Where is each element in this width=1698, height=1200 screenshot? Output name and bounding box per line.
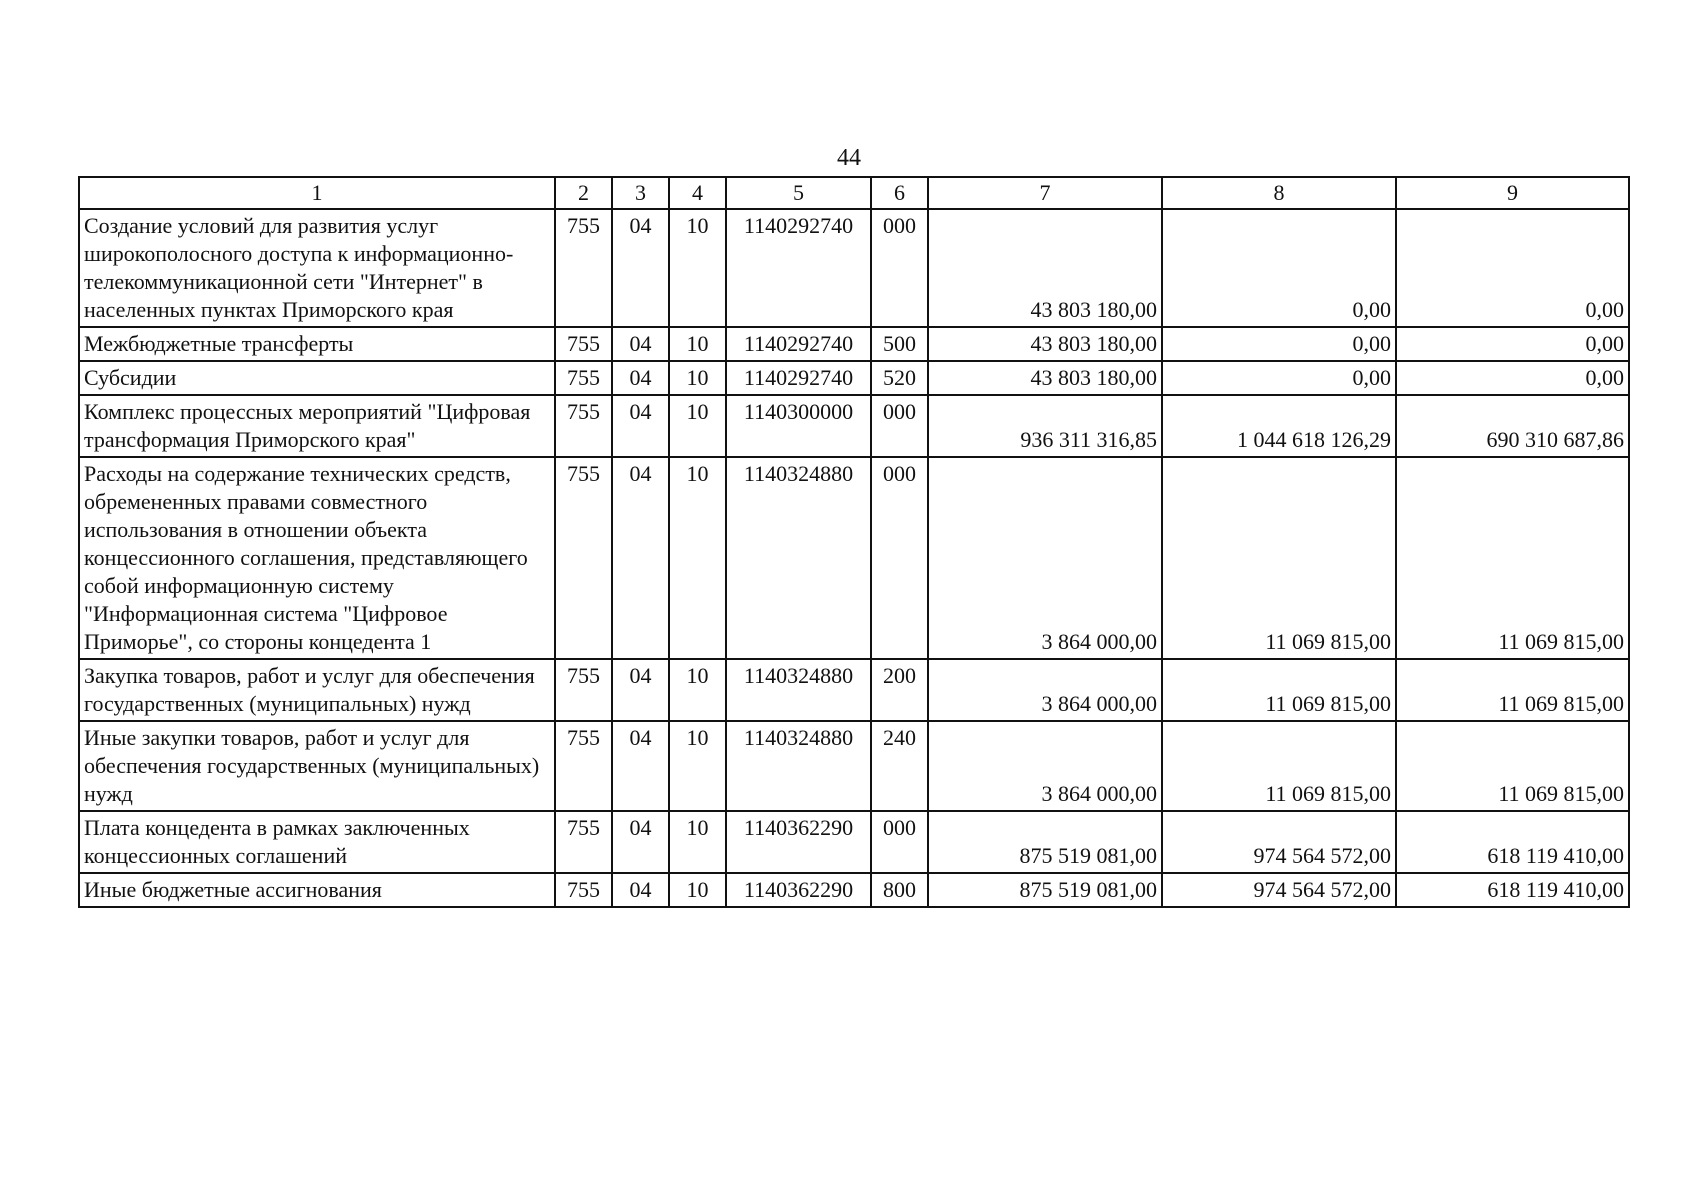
code-cell: 000	[871, 811, 928, 873]
code-cell: 1140362290	[726, 873, 871, 907]
code-cell: 10	[669, 395, 726, 457]
amount-cell: 0,00	[1162, 327, 1396, 361]
code-cell: 10	[669, 811, 726, 873]
table-row	[79, 721, 1629, 811]
code-cell: 755	[555, 395, 612, 457]
amount-cell: 0,00	[1396, 327, 1629, 361]
amount-cell: 1 044 618 126,29	[1162, 395, 1396, 457]
table-row	[79, 811, 1629, 873]
code-cell: 800	[871, 873, 928, 907]
code-cell: 755	[555, 659, 612, 721]
header-cell-3: 3	[612, 177, 669, 209]
table-row	[79, 873, 1629, 907]
code-cell: 10	[669, 209, 726, 327]
code-cell: 200	[871, 659, 928, 721]
code-cell: 04	[612, 209, 669, 327]
expense-name: Плата концедента в рамках заключенных концессионных соглашений	[79, 811, 555, 873]
code-cell: 1140362290	[726, 811, 871, 873]
amount-cell: 43 803 180,00	[928, 361, 1162, 395]
code-cell: 10	[669, 457, 726, 659]
amount-cell: 690 310 687,86	[1396, 395, 1629, 457]
code-cell: 1140324880	[726, 721, 871, 811]
table-row	[79, 395, 1629, 457]
code-cell: 755	[555, 873, 612, 907]
amount-cell: 3 864 000,00	[928, 457, 1162, 659]
table-row	[79, 209, 1629, 327]
expense-name: Закупка товаров, работ и услуг для обеспечения государственных (муниципальных) нужд	[79, 659, 555, 721]
code-cell: 755	[555, 457, 612, 659]
expense-name: Межбюджетные трансферты	[79, 327, 555, 361]
code-cell: 04	[612, 327, 669, 361]
header-cell-4: 4	[669, 177, 726, 209]
code-cell: 520	[871, 361, 928, 395]
header-cell-5: 5	[726, 177, 871, 209]
code-cell: 04	[612, 811, 669, 873]
amount-cell: 11 069 815,00	[1162, 659, 1396, 721]
code-cell: 10	[669, 721, 726, 811]
code-cell: 500	[871, 327, 928, 361]
amount-cell: 875 519 081,00	[928, 873, 1162, 907]
amount-cell: 11 069 815,00	[1396, 659, 1629, 721]
amount-cell: 11 069 815,00	[1162, 721, 1396, 811]
header-cell-9: 9	[1396, 177, 1629, 209]
amount-cell: 618 119 410,00	[1396, 811, 1629, 873]
code-cell: 755	[555, 811, 612, 873]
code-cell: 240	[871, 721, 928, 811]
code-cell: 1140292740	[726, 209, 871, 327]
table-row	[79, 361, 1629, 395]
header-cell-8: 8	[1162, 177, 1396, 209]
code-cell: 10	[669, 873, 726, 907]
expense-name: Создание условий для развития услуг широкополосного доступа к информационно-телекоммуникационной сети "Интернет" в населенных пунктах Приморского края	[79, 209, 555, 327]
amount-cell: 618 119 410,00	[1396, 873, 1629, 907]
header-row	[79, 177, 1629, 209]
code-cell: 04	[612, 457, 669, 659]
code-cell: 000	[871, 209, 928, 327]
code-cell: 04	[612, 395, 669, 457]
header-cell-7: 7	[928, 177, 1162, 209]
code-cell: 10	[669, 659, 726, 721]
table-row	[79, 659, 1629, 721]
amount-cell: 0,00	[1162, 209, 1396, 327]
amount-cell: 43 803 180,00	[928, 327, 1162, 361]
amount-cell: 11 069 815,00	[1396, 457, 1629, 659]
amount-cell: 974 564 572,00	[1162, 811, 1396, 873]
code-cell: 1140300000	[726, 395, 871, 457]
code-cell: 755	[555, 209, 612, 327]
expense-name: Расходы на содержание технических средств, обремененных правами совместного использования в отношении объекта концессионного соглашения, представляющего собой информационную систему "Информационная система "Цифровое Приморье", со стороны концедента 1	[79, 457, 555, 659]
amount-cell: 0,00	[1162, 361, 1396, 395]
code-cell: 1140292740	[726, 327, 871, 361]
amount-cell: 43 803 180,00	[928, 209, 1162, 327]
amount-cell: 3 864 000,00	[928, 659, 1162, 721]
amount-cell: 0,00	[1396, 209, 1629, 327]
code-cell: 1140324880	[726, 457, 871, 659]
expense-name: Иные бюджетные ассигнования	[79, 873, 555, 907]
code-cell: 10	[669, 327, 726, 361]
expense-name: Субсидии	[79, 361, 555, 395]
code-cell: 755	[555, 361, 612, 395]
budget-table	[78, 176, 1630, 908]
code-cell: 04	[612, 873, 669, 907]
amount-cell: 11 069 815,00	[1162, 457, 1396, 659]
header-cell-6: 6	[871, 177, 928, 209]
table-row	[79, 457, 1629, 659]
code-cell: 000	[871, 395, 928, 457]
amount-cell: 11 069 815,00	[1396, 721, 1629, 811]
header-cell-1: 1	[79, 177, 555, 209]
amount-cell: 0,00	[1396, 361, 1629, 395]
code-cell: 755	[555, 721, 612, 811]
amount-cell: 3 864 000,00	[928, 721, 1162, 811]
code-cell: 04	[612, 721, 669, 811]
page-number: 44	[837, 145, 861, 171]
table-row	[79, 327, 1629, 361]
amount-cell: 936 311 316,85	[928, 395, 1162, 457]
code-cell: 000	[871, 457, 928, 659]
code-cell: 755	[555, 327, 612, 361]
code-cell: 04	[612, 659, 669, 721]
expense-name: Иные закупки товаров, работ и услуг для обеспечения государственных (муниципальных) нужд	[79, 721, 555, 811]
amount-cell: 974 564 572,00	[1162, 873, 1396, 907]
code-cell: 1140292740	[726, 361, 871, 395]
code-cell: 1140324880	[726, 659, 871, 721]
code-cell: 04	[612, 361, 669, 395]
code-cell: 10	[669, 361, 726, 395]
header-cell-2: 2	[555, 177, 612, 209]
expense-name: Комплекс процессных мероприятий "Цифровая трансформация Приморского края"	[79, 395, 555, 457]
amount-cell: 875 519 081,00	[928, 811, 1162, 873]
